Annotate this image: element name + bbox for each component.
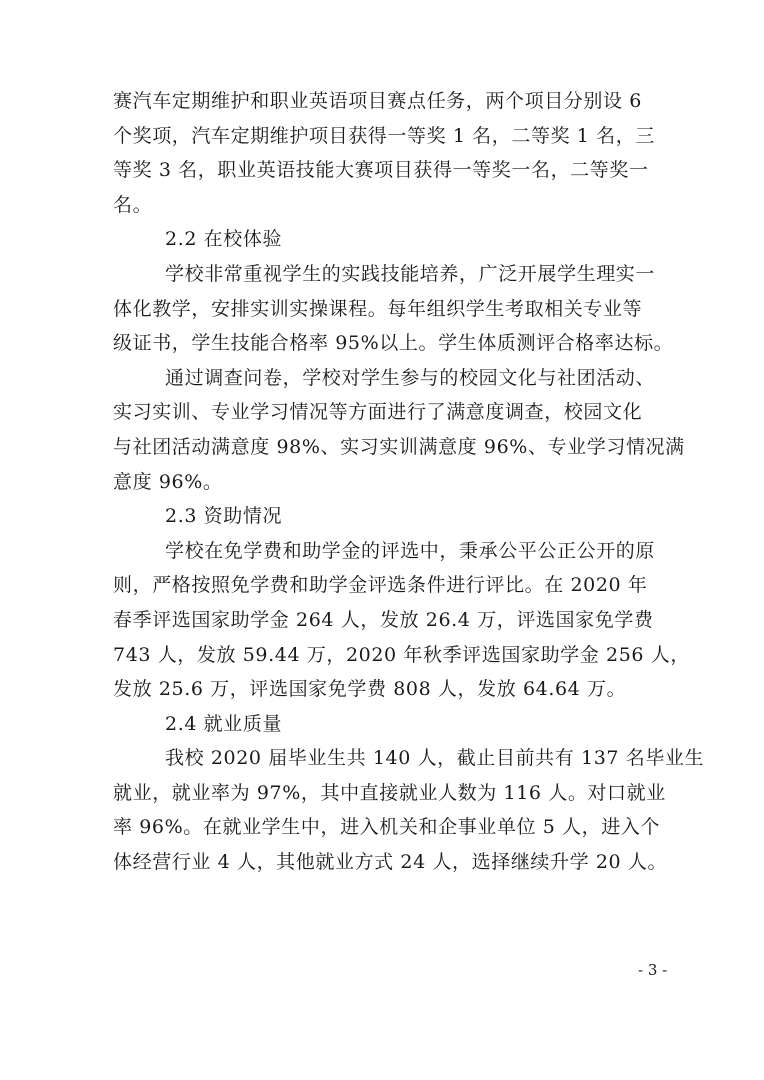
text-line: 发放 25.6 万，评选国家免学费 808 人，发放 64.64 万。 <box>113 678 627 701</box>
text-line: 通过调查问卷，学校对学生参与的校园文化与社团活动、 <box>165 366 656 389</box>
text-line: 率 96%。在就业学生中，进入机关和企事业单位 5 人，进入个 <box>113 816 661 839</box>
section-heading-2-3: 2.3 资助情况 <box>165 505 283 528</box>
document-body <box>113 84 705 880</box>
text-line: 就业，就业率为 97%，其中直接就业人数为 116 人。对口就业 <box>113 781 666 804</box>
text-line: 等奖 3 名，职业英语技能大赛项目获得一等奖一名，二等奖一 <box>113 159 649 182</box>
section-heading-2-4: 2.4 就业质量 <box>165 712 283 735</box>
text-line: 我校 2020 届毕业生共 140 人，截止目前共有 137 名毕业生 <box>165 747 705 770</box>
section-heading-2-2: 2.2 在校体验 <box>165 228 283 251</box>
text-line: 体经营行业 4 人，其他就业方式 24 人，选择继续升学 20 人。 <box>113 851 668 874</box>
text-line: 743 人，发放 59.44 万，2020 年秋季评选国家助学金 256 人， <box>113 643 690 666</box>
text-line: 学校非常重视学生的实践技能培养，广泛开展学生理实一 <box>165 262 656 285</box>
text-line: 赛汽车定期维护和职业英语项目赛点任务，两个项目分别设 6 <box>113 90 642 112</box>
text-line: 体化教学，安排实训实操课程。每年组织学生考取相关专业等 <box>113 297 643 320</box>
text-line: 春季评选国家助学金 264 人，发放 26.4 万，评选国家免学费 <box>113 608 654 631</box>
page-number: - 3 - <box>638 961 668 979</box>
text-line: 则，严格按照免学费和助学金评选条件进行评比。在 2020 年 <box>113 574 648 597</box>
text-line: 与社团活动满意度 98%、实习实训满意度 96%、专业学习情况满 <box>113 435 685 458</box>
text-line: 名。 <box>113 193 153 216</box>
text-line: 个奖项，汽车定期维护项目获得一等奖 1 名，二等奖 1 名，三 <box>113 124 655 147</box>
text-line: 学校在免学费和助学金的评选中，秉承公平公正公开的原 <box>165 539 656 562</box>
text-line: 实习实训、专业学习情况等方面进行了满意度调查，校园文化 <box>113 401 643 424</box>
text-line: 意度 96%。 <box>113 470 223 493</box>
text-line: 级证书，学生技能合格率 95%以上。学生体质测评合格率达标。 <box>113 332 674 355</box>
